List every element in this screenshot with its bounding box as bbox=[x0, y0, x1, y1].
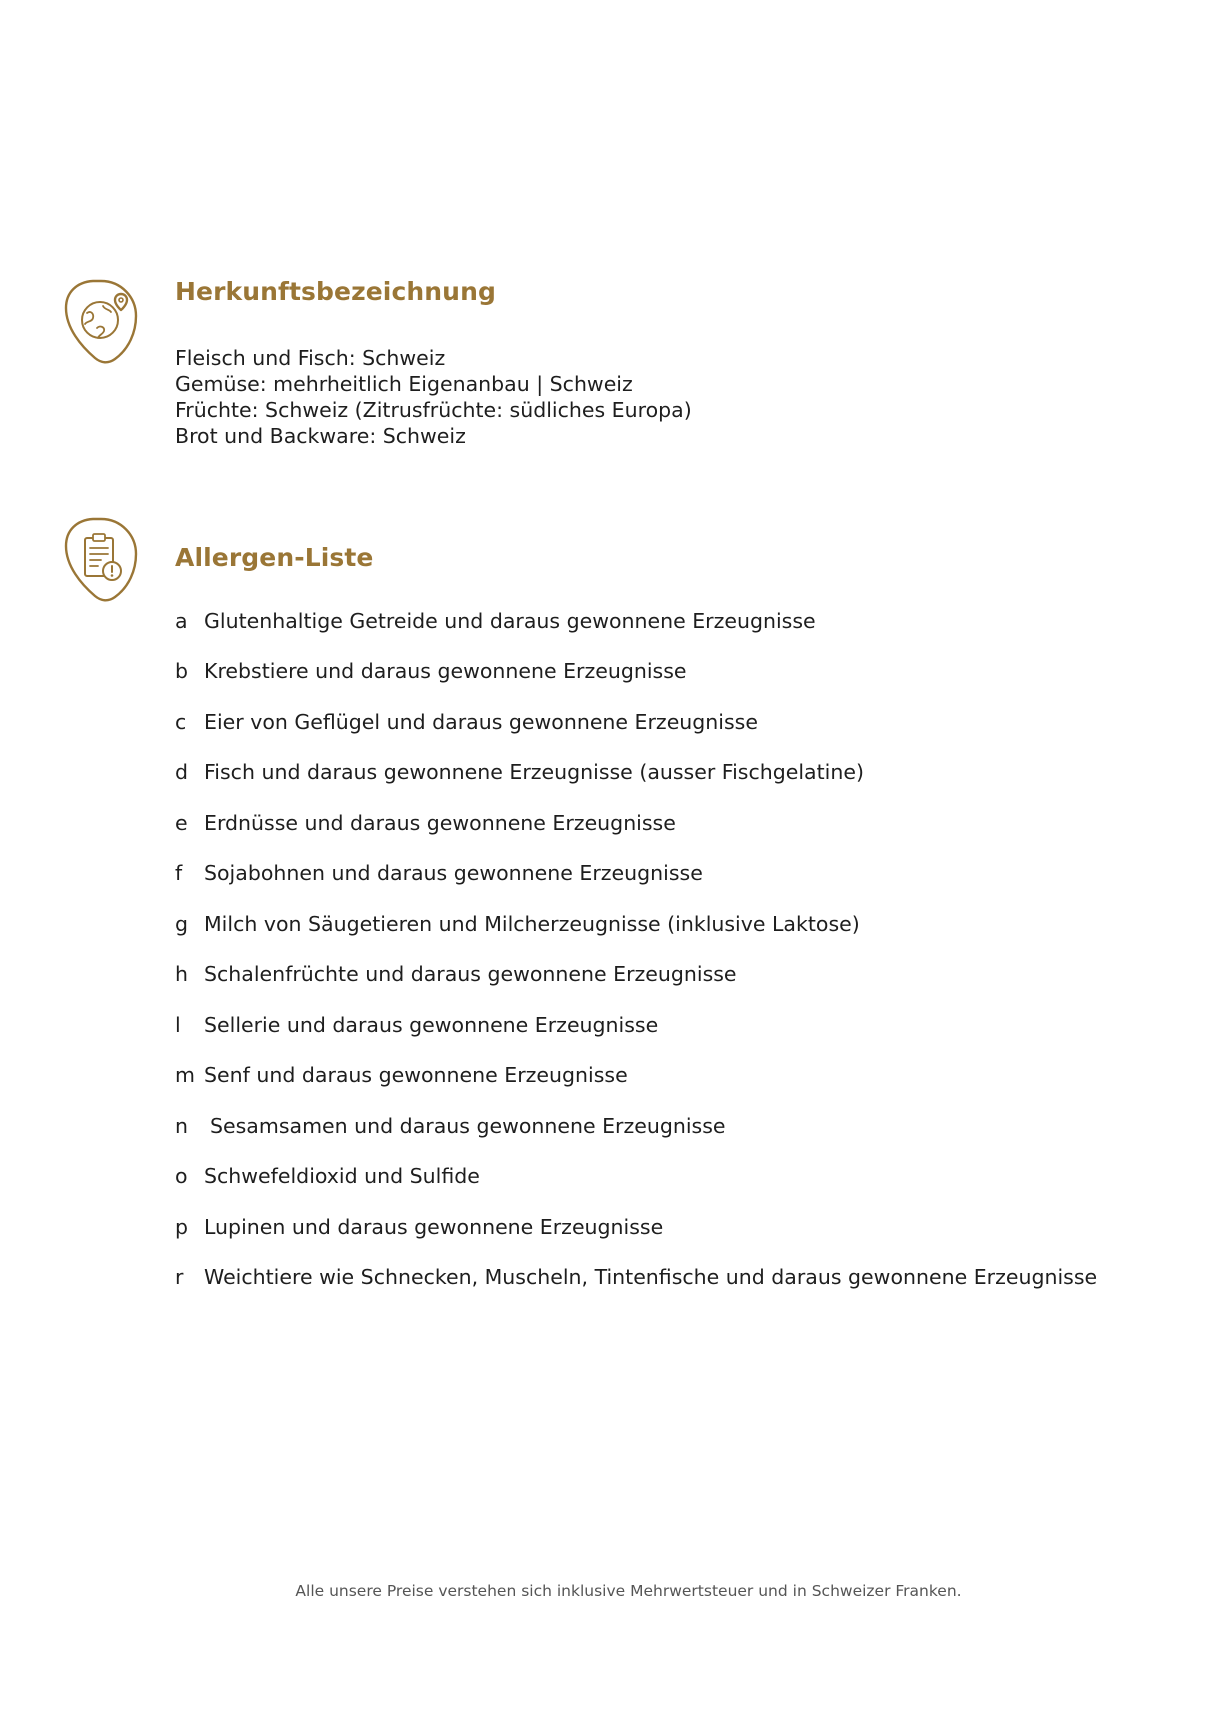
allergen-code: l bbox=[175, 1013, 181, 1037]
allergen-code: h bbox=[175, 962, 188, 986]
allergen-text: Krebstiere und daraus gewonnene Erzeugnisse bbox=[204, 659, 687, 683]
allergen-text: Glutenhaltige Getreide und daraus gewonnene Erzeugnisse bbox=[204, 609, 816, 633]
allergen-text: Weichtiere wie Schnecken, Muscheln, Tintenfische und daraus gewonnene Erzeugnisse bbox=[204, 1265, 1098, 1289]
allergen-code: g bbox=[175, 912, 189, 936]
allergen-code: r bbox=[175, 1265, 184, 1289]
clipboard-warning-icon bbox=[63, 516, 139, 602]
allergen-text: Sesamsamen und daraus gewonnene Erzeugnisse bbox=[210, 1114, 726, 1138]
allergen-text: Schalenfrüchte und daraus gewonnene Erzeugnisse bbox=[204, 962, 737, 986]
allergen-code: m bbox=[175, 1063, 195, 1087]
origin-line: Früchte: Schweiz (Zitrusfrüchte: südliches Europa) bbox=[175, 398, 692, 422]
allergen-text: Milch von Säugetieren und Milcherzeugnisse (inklusive Laktose) bbox=[204, 912, 860, 936]
allergen-text: Eier von Geflügel und daraus gewonnene Erzeugnisse bbox=[204, 710, 758, 734]
allergen-text: Sellerie und daraus gewonnene Erzeugnisse bbox=[204, 1013, 659, 1037]
allergen-code: f bbox=[175, 861, 183, 885]
allergen-heading: Allergen-Liste bbox=[175, 543, 374, 572]
origin-heading: Herkunftsbezeichnung bbox=[175, 277, 496, 306]
allergen-text: Schwefeldioxid und Sulfide bbox=[204, 1164, 480, 1188]
allergen-code: n bbox=[175, 1114, 188, 1138]
allergen-text: Erdnüsse und daraus gewonnene Erzeugnisse bbox=[204, 811, 676, 835]
globe-location-icon bbox=[63, 278, 139, 364]
allergen-text: Senf und daraus gewonnene Erzeugnisse bbox=[204, 1063, 628, 1087]
allergen-text: Fisch und daraus gewonnene Erzeugnisse (ausser Fischgelatine) bbox=[204, 760, 864, 784]
allergen-code: e bbox=[175, 811, 188, 835]
allergen-code: o bbox=[175, 1164, 188, 1188]
origin-line: Fleisch und Fisch: Schweiz bbox=[175, 346, 446, 370]
allergen-code: c bbox=[175, 710, 187, 734]
origin-line: Gemüse: mehrheitlich Eigenanbau | Schweiz bbox=[175, 372, 633, 396]
allergen-code: a bbox=[175, 609, 188, 633]
price-note: Alle unsere Preise verstehen sich inklusive Mehrwertsteuer und in Schweizer Franken. bbox=[295, 1582, 962, 1600]
allergen-text: Lupinen und daraus gewonnene Erzeugnisse bbox=[204, 1215, 664, 1239]
allergen-code: b bbox=[175, 659, 189, 683]
allergen-code: d bbox=[175, 760, 189, 784]
allergen-code: p bbox=[175, 1215, 189, 1239]
origin-list bbox=[175, 345, 692, 449]
allergen-text: Sojabohnen und daraus gewonnene Erzeugnisse bbox=[204, 861, 703, 885]
origin-line: Brot und Backware: Schweiz bbox=[175, 424, 466, 448]
